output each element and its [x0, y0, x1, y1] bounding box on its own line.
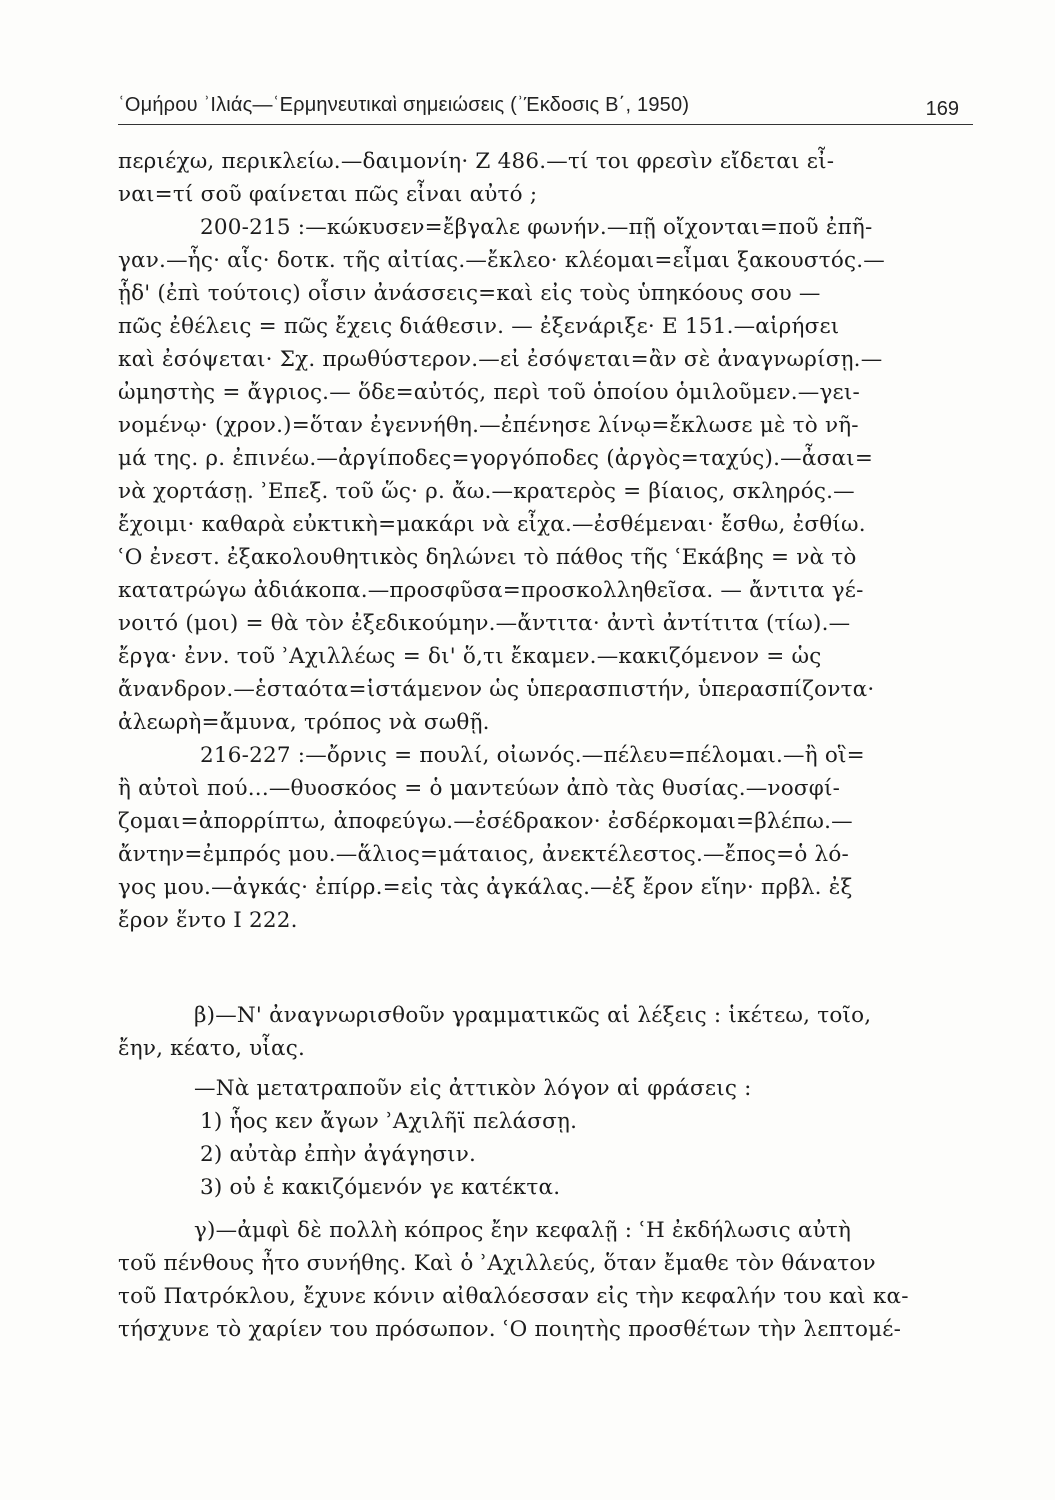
- text-line: ἀλεωρὴ=ἄμυνα, τρόπος νὰ σωθῇ.: [118, 710, 490, 735]
- text-line: β)—Ν' ἀναγνωρισθοῦν γραμματικῶς αἱ λέξεις : ἱκέτεω, τοῖο,: [194, 1003, 872, 1028]
- text-line: ζομαι=ἀπορρίπτω, ἀποφεύγω.—ἐσέδρακον· ἐσδέρκομαι=βλέπω.—: [118, 809, 853, 834]
- text-line: —Νὰ μετατραποῦν εἰς ἀττικὸν λόγον αἱ φράσεις :: [194, 1076, 752, 1101]
- text-line: τήσχυνε τὸ χαρίεν του πρόσωπον. ʿΟ ποιητὴς προσθέτων τὴν λεπτομέ-: [118, 1317, 902, 1342]
- text-line: κατατρώγω ἀδιάκοπα.—προσφῦσα=προσκολληθεῖσα. — ἄντιτα γέ-: [118, 578, 864, 603]
- text-line: ἔργα· ἐνν. τοῦ ʾΑχιλλέως = δι' ὅ,τι ἔκαμεν.—κακιζόμενον = ὡς: [118, 644, 822, 669]
- text-line: 1) ἧος κεν ἄγων ʾΑχιλῆϊ πελάσσῃ.: [200, 1109, 578, 1134]
- text-line: 200-215 :—κώκυσεν=ἔβγαλε φωνήν.—πῇ οἴχονται=ποῦ ἐπῆ-: [200, 215, 873, 240]
- text-line: ἔχοιμι· καθαρὰ εὐκτικὴ=μακάρι νὰ εἶχα.—ἐσθέμεναι· ἔσθω, ἐσθίω.: [118, 512, 866, 537]
- text-line: νοιτό (μοι) = θὰ τὸν ἐξεδικούμην.—ἄντιτα· ἀντὶ ἀντίτιτα (τίω).—: [118, 611, 851, 636]
- text-line: ἔην, κέατο, υἷας.: [118, 1036, 306, 1061]
- text-line: καὶ ἐσόψεται· Σχ. πρωθύστερον.—εἰ ἐσόψεται=ἂν σὲ ἀναγνωρίσῃ.—: [118, 347, 883, 372]
- text-line: ὠμηστὴς = ἄγριος.— ὅδε=αὐτός, περὶ τοῦ ὁποίου ὁμιλοῦμεν.—γει-: [118, 380, 860, 405]
- text-line: ἄνανδρον.—ἑσταότα=ἱστάμενον ὡς ὑπερασπιστήν, ὑπερασπίζοντα·: [118, 677, 875, 702]
- text-line: πῶς ἐθέλεις = πῶς ἔχεις διάθεσιν. — ἐξενάριξε· Ε 151.—αἱρήσει: [118, 314, 840, 339]
- text-line: 3) οὐ ἑ κακιζόμενόν γε κατέκτα.: [200, 1175, 561, 1200]
- page-number: 169: [925, 98, 959, 120]
- text-line: ἄντην=ἐμπρός μου.—ἅλιος=μάταιος, ἀνεκτέλεστος.—ἔπος=ὁ λό-: [118, 842, 849, 867]
- header-title: ʿΟμήρου ʾΙλιάς—ʿΕρμηνευτικαὶ σημειώσεις (ʾΈκδοσις Β΄, 1950): [118, 94, 690, 116]
- text-line: νὰ χορτάσῃ. ʾΕπεξ. τοῦ ὥς· ρ. ἄω.—κρατερὸς = βίαιος, σκληρός.—: [118, 479, 855, 504]
- text-line: γος μου.—ἀγκάς· ἐπίρρ.=εἰς τὰς ἀγκάλας.—ἐξ ἔρον εἵην· πρβλ. ἐξ: [118, 875, 853, 900]
- text-line: ναι=τί σοῦ φαίνεται πῶς εἶναι αὐτό ;: [118, 182, 538, 207]
- running-header: [118, 92, 973, 125]
- text-line: περιέχω, περικλείω.—δαιμονίη· Ζ 486.—τί τοι φρεσὶν εἴδεται εἶ-: [118, 149, 835, 174]
- text-line: τοῦ Πατρόκλου, ἔχυνε κόνιν αἰθαλόεσσαν εἰς τὴν κεφαλήν του καὶ κα-: [118, 1284, 909, 1309]
- text-line: 216-227 :—ὄρνις = πουλί, οἰωνός.—πέλευ=πέλομαι.—ἢ οἳ=: [200, 743, 865, 768]
- text-line: γ)—ἀμφὶ δὲ πολλὴ κόπρος ἔην κεφαλῇ : ʿΗ ἐκδήλωσις αὐτὴ: [194, 1218, 852, 1243]
- text-line: ʿΟ ἐνεστ. ἐξακολουθητικὸς δηλώνει τὸ πάθος τῆς ʿΕκάβης = νὰ τὸ: [118, 545, 857, 570]
- text-line: τοῦ πένθους ἦτο συνήθης. Καὶ ὁ ʾΑχιλλεύς, ὅταν ἔμαθε τὸν θάνατον: [118, 1251, 876, 1276]
- text-line: νομένῳ· (χρον.)=ὅταν ἐγεννήθη.—ἐπένησε λίνῳ=ἔκλωσε μὲ τὸ νῆ-: [118, 413, 859, 438]
- text-line: γαν.—ἧς· αἷς· δοτκ. τῆς αἰτίας.—ἔκλεο· κλέομαι=εἶμαι ξακουστός.—: [118, 248, 885, 273]
- text-line: 2) αὐτὰρ ἐπὴν ἀγάγησιν.: [200, 1142, 477, 1167]
- text-line: ἢ αὐτοὶ πού...—θυοσκόος = ὁ μαντεύων ἀπὸ τὰς θυσίας.—νοσφί-: [118, 776, 841, 801]
- text-line: μά της. ρ. ἐπινέω.—ἀργίποδες=γοργόποδες (ἀργὸς=ταχύς).—ἆσαι=: [118, 446, 874, 471]
- text-line: ᾗδ' (ἐπὶ τούτοις) οἷσιν ἀνάσσεις=καὶ εἰς τοὺς ὑπηκόους σου —: [118, 281, 821, 306]
- text-line: ἔρον ἕντο Ι 222.: [118, 908, 298, 933]
